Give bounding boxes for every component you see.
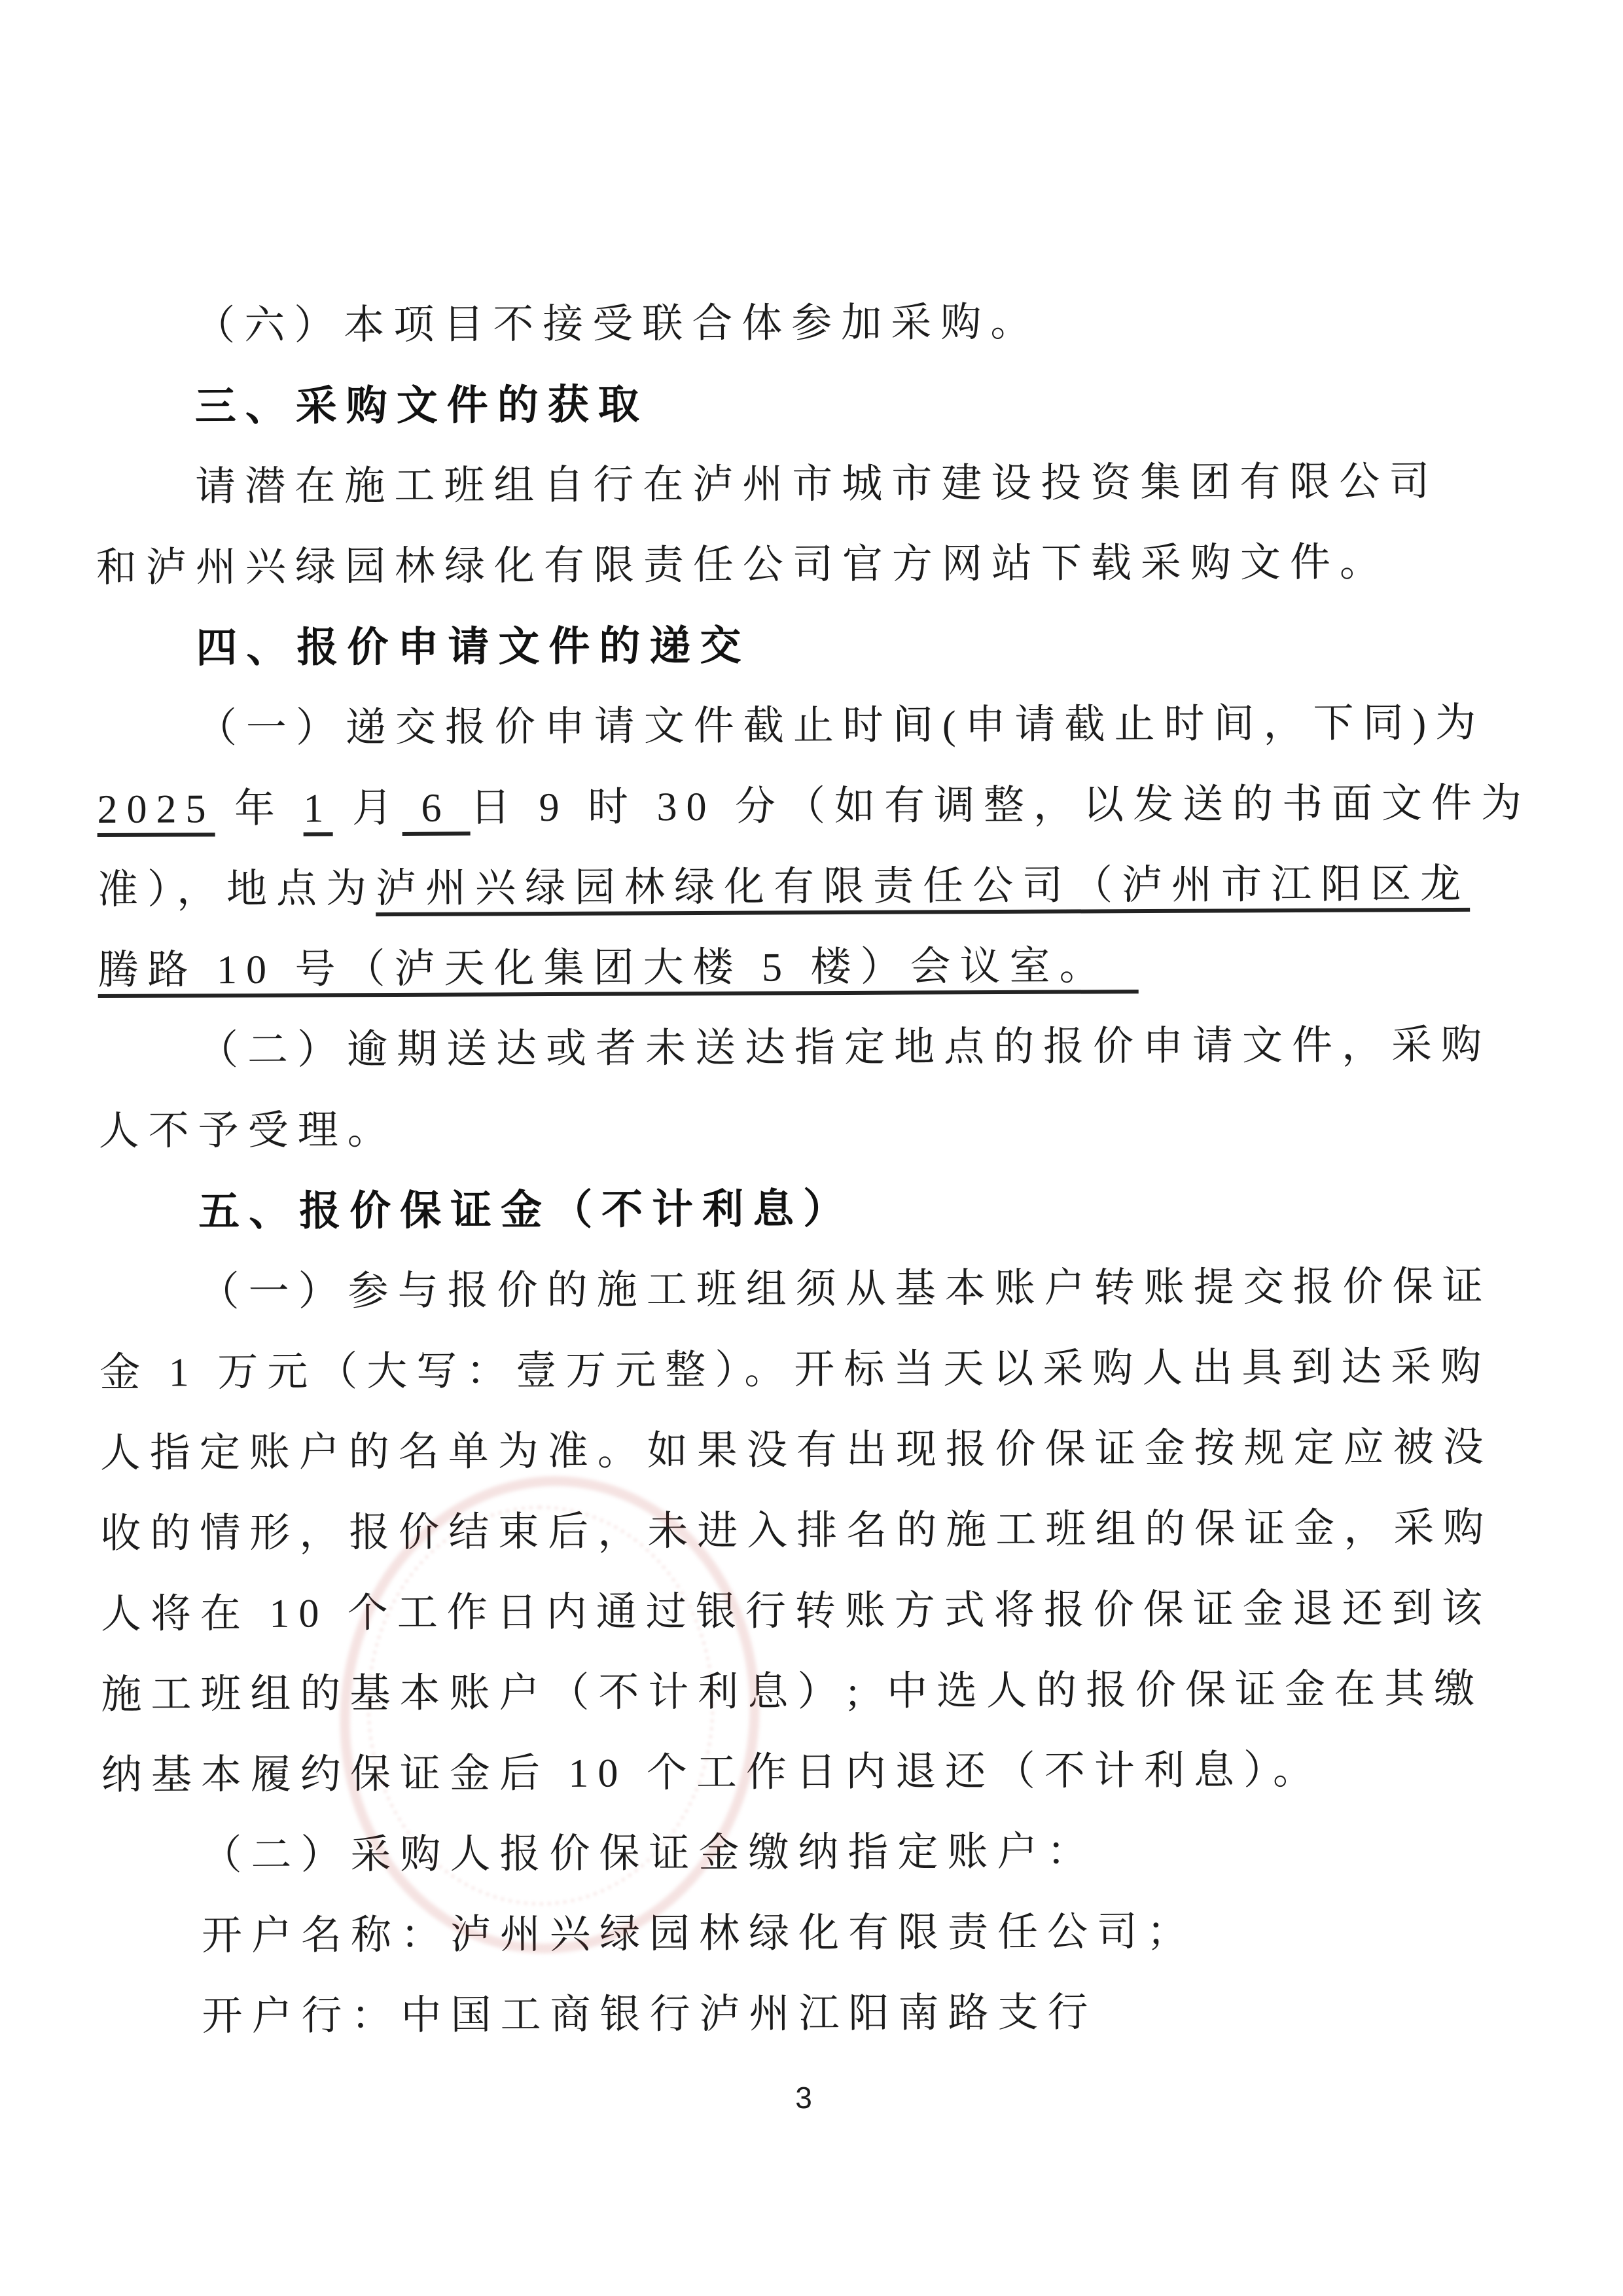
document-line <box>97 844 1471 931</box>
text-run: （一）参与报价的施工班组须从基本账户转账提交报价保证 <box>198 1264 1492 1315</box>
document-line <box>99 1327 1491 1414</box>
document-line <box>101 1730 1411 1816</box>
document-line <box>100 1488 1493 1575</box>
text-run: 人指定账户的名单为准。如果没有出现报价保证金按规定应被没 <box>99 1425 1493 1476</box>
document-line <box>101 1649 1484 1736</box>
text-run: 五、报价保证金（不计利息） <box>198 1185 854 1235</box>
text-run: 三、采购文件的获取 <box>194 382 649 430</box>
text-run: （二）逾期送达或者未送达指定地点的报价申请文件，采购 <box>197 1022 1491 1073</box>
text-run: （一）递交报价申请文件截止时间(申请截止时间，下同)为 <box>196 700 1486 751</box>
document-line <box>101 1810 1411 1897</box>
underlined-text: 泸州兴绿园林绿化有限责任公司（泸州市江阳区龙 <box>376 862 1470 916</box>
document-line <box>95 281 1404 367</box>
section-heading <box>96 361 1405 448</box>
document-line <box>98 925 1407 1011</box>
text-run: 日 9 时 30 分（如有调整，以发送的书面文件为 <box>469 781 1531 831</box>
text-run: 人不予受理。 <box>98 1107 397 1154</box>
section-heading <box>96 603 1406 689</box>
text-run: 开户行：中国工商银行泸州江阳南路支行 <box>202 1990 1097 2039</box>
text-run: 收的情形，报价结束后，未进入排名的施工班组的保证金，采购 <box>100 1505 1493 1556</box>
document-line <box>99 1408 1493 1494</box>
document-line <box>102 1891 1412 1977</box>
text-run: 月 <box>332 785 402 831</box>
document-line <box>98 1005 1491 1092</box>
text-run: 纳基本履约保证金后 10 个工作日内退还（不计利息）。 <box>101 1748 1323 1798</box>
document-line <box>100 1569 1491 1655</box>
document-line <box>99 1247 1492 1333</box>
document-line <box>96 522 1406 609</box>
document-line <box>98 1086 1408 1172</box>
document-line <box>97 683 1486 770</box>
underlined-text: 2025 <box>97 787 215 837</box>
text-run: 施工班组的基本账户（不计利息）; 中选人的报价保证金在其缴 <box>101 1666 1484 1717</box>
document-line <box>97 764 1531 850</box>
text-run: （二）采购人报价保证金缴纳指定账户： <box>201 1829 1097 1878</box>
text-run: 请潜在施工班组自行在泸州市城市建设投资集团有限公司 <box>195 459 1439 510</box>
page-number: 3 <box>795 2081 812 2115</box>
underlined-text: 6 <box>402 786 470 836</box>
underlined-text: 1 <box>303 786 332 836</box>
document-line <box>102 1971 1412 2058</box>
text-run: 和泸州兴绿园林绿化有限责任公司官方网站下载采购文件。 <box>96 540 1390 590</box>
section-heading <box>99 1166 1408 1253</box>
document-line <box>96 442 1439 528</box>
text-run: 金 1 万元（大写：壹万元整）。开标当天以采购人出具到达采购 <box>99 1344 1491 1395</box>
text-run: （六）本项目不接受联合体参加采购。 <box>194 300 1041 349</box>
text-run: 开户名称：泸州兴绿园林绿化有限责任公司； <box>201 1909 1197 1959</box>
text-run: 年 <box>215 786 304 832</box>
text-run: 准），地点为 <box>97 867 376 912</box>
document-body <box>95 281 1531 2058</box>
underlined-text: 腾路 10 号（泸天化集团大楼 5 楼）会议室。 <box>98 944 1138 998</box>
text-run: 人将在 10 个工作日内通过银行转账方式将报价保证金退还到该 <box>100 1586 1491 1637</box>
text-run: 四、报价申请文件的递交 <box>196 622 751 672</box>
